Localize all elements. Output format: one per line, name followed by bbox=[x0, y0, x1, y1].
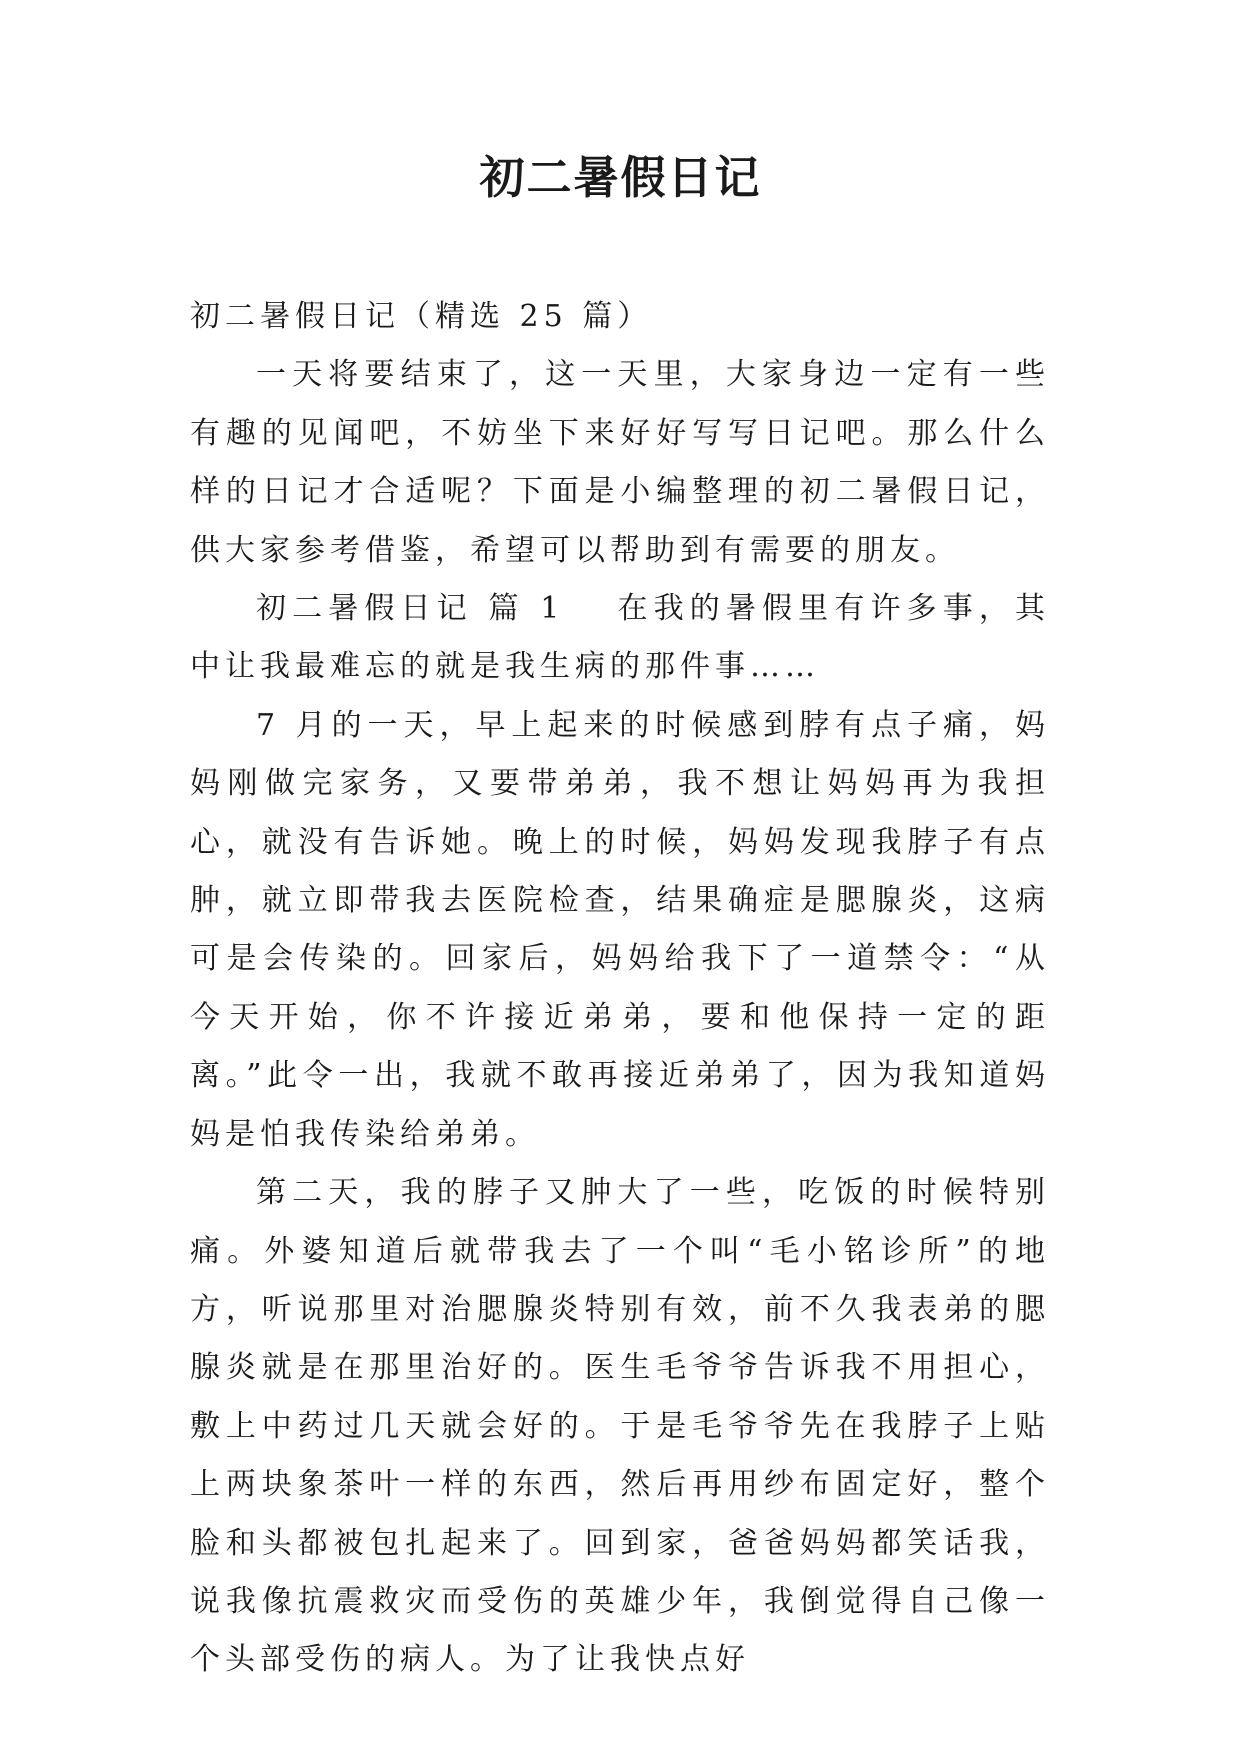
body-paragraph: 第二天，我的脖子又肿大了一些，吃饭的时候特别痛。外婆知道后就带我去了一个叫“毛小铭诊所”的地方，听说那里对治腮腺炎特别有效，前不久我表弟的腮腺炎就是在那里治好的。医生毛爷爷告诉我不用担心，敷上中药过几天就会好的。于是毛爷爷先在我脖子上贴上两块象茶叶一样的东西，然后再用纱布固定好，整个脸和头都被包扎起来了。回到家，爸爸妈妈都笑话我，说我像抗震救灾而受伤的英雄少年，我倒觉得自己像一个头部受伤的病人。为了让我快点好 bbox=[190, 1175, 1050, 1678]
document-subtitle: 初二暑假日记（精选 25 篇） bbox=[190, 299, 653, 334]
section-1-opening: 在我的暑假里有许多事，其中让我最难忘的就是我生病的那件事…… bbox=[190, 591, 1050, 685]
body-paragraph: 7 月的一天，早上起来的时候感到脖有点子痛，妈妈刚做完家务，又要带弟弟，我不想让妈妈再为我担心，就没有告诉她。晚上的时候，妈妈发现我脖子有点肿，就立即带我去医院检查，结果确症是腮腺炎，这病可是会传染的。回家后，妈妈给我下了一道禁令：“从今天开始，你不许接近弟弟，要和他保持一定的距离。”此令一出，我就不敢再接近弟弟了，因为我知道妈妈是怕我传染给弟弟。 bbox=[190, 707, 1050, 1152]
section-1-heading: 初二暑假日记 篇 1 bbox=[256, 591, 565, 627]
document-body bbox=[190, 288, 1050, 1690]
section-1-paragraph bbox=[190, 580, 1050, 697]
intro-paragraph: 一天将要结束了，这一天里，大家身边一定有一些有趣的见闻吧，不妨坐下来好好写写日记吧。那么什么样的日记才合适呢？下面是小编整理的初二暑假日记，供大家参考借鉴，希望可以帮助到有需要的朋友。 bbox=[190, 357, 1050, 568]
document-title: 初二暑假日记 bbox=[479, 151, 762, 204]
